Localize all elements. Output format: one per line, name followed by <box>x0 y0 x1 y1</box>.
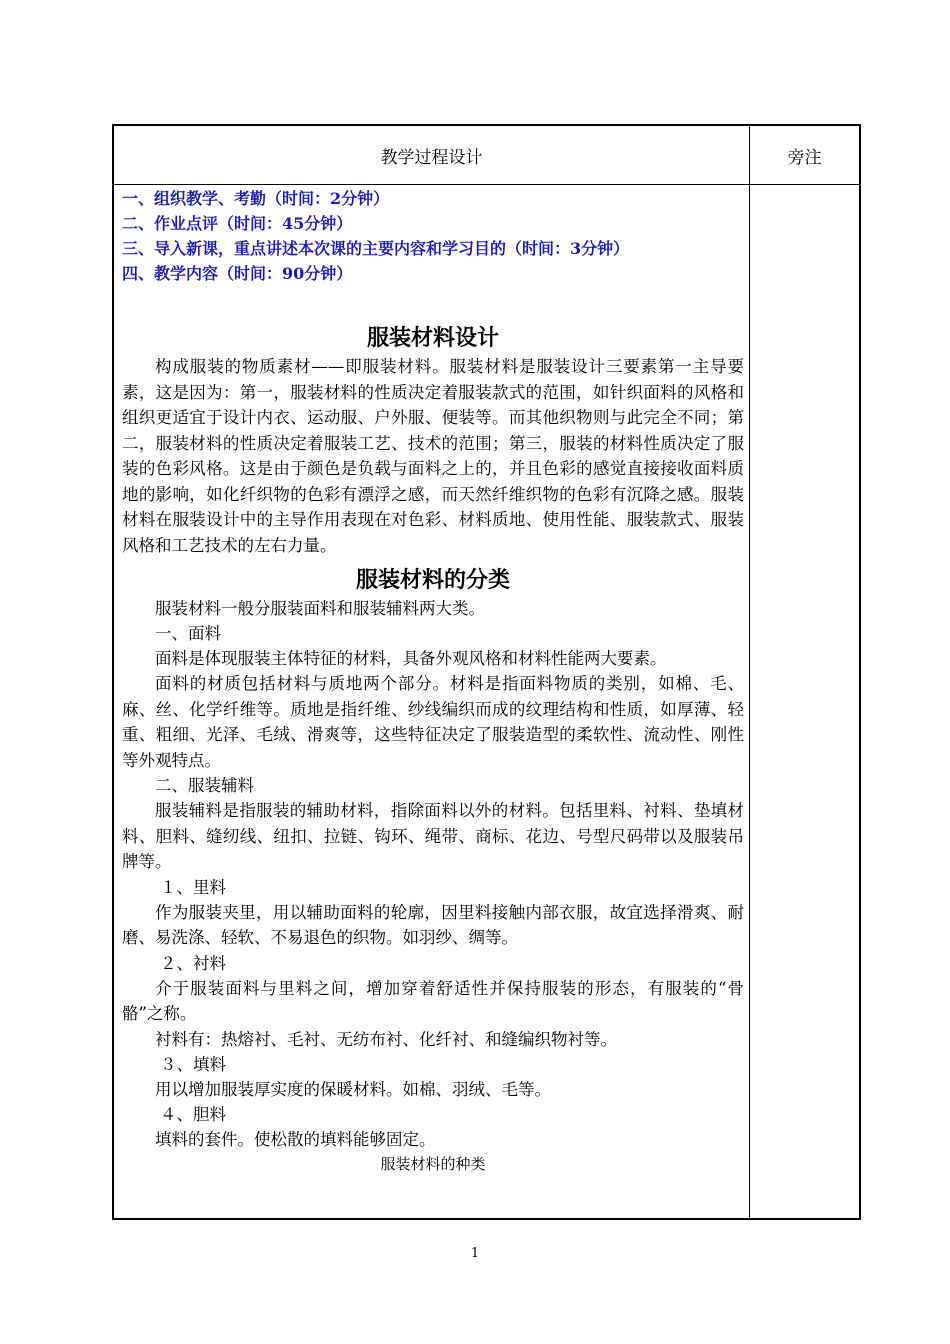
step-1: 一、组织教学、考勤（时间：2分钟） <box>122 189 390 208</box>
step-2: 二、作业点评（时间：45分钟） <box>122 214 353 233</box>
filling-heading: ３、填料 <box>159 1054 226 1074</box>
filling-paragraph: 用以增加服装厚实度的保暖材料。如棉、羽绒、毛等。 <box>155 1079 551 1099</box>
main-content <box>122 186 744 1176</box>
bladder-heading: ４、胆料 <box>159 1104 226 1124</box>
lining-paragraph: 作为服装夹里，用以辅助面料的轮廓，因里料接触内部衣服，故宜选择滑爽、耐磨、易洗涤、轻软、不易退色的织物。如羽纱、绸等。 <box>122 902 744 947</box>
step-4: 四、教学内容（时间：90分钟） <box>122 264 353 283</box>
interlining-paragraph-2: 衬料有：热熔衬、毛衬、无纺布衬、化纤衬、和缝编织物衬等。 <box>155 1029 617 1049</box>
step-3: 三、导入新课，重点讲述本次课的主要内容和学习目的（时间：3分钟） <box>122 239 630 258</box>
header-side-notes: 旁注 <box>787 147 822 168</box>
header-teaching-process: 教学过程设计 <box>380 147 483 168</box>
section-title-material-design: 服装材料设计 <box>366 325 499 351</box>
auxiliary-paragraph: 服装辅料是指服装的辅助材料，指除面料以外的材料。包括里料、衬料、垫填材料、胆料、缝纫线、纽扣、拉链、钩环、绳带、商标、花边、号型尺码带以及服装吊牌等。 <box>122 801 744 871</box>
header-divider <box>112 184 861 185</box>
page-number: 1 <box>470 1246 480 1261</box>
fabric-heading: 一、面料 <box>155 624 221 643</box>
figure-caption: 服装材料的种类 <box>380 1154 486 1173</box>
fabric-paragraph-2: 面料的材质包括材料与质地两个部分。材料是指面料物质的类别，如棉、毛、麻、丝、化学纤维等。质地是指纤维、纱线编织而成的纹理结构和性质，如厚薄、轻重、粗细、光泽、毛绒、滑爽等，这些特征决定了服装造型的柔软性、流动性、刚性等外观特点。 <box>122 674 744 770</box>
classification-intro: 服装材料一般分服装面料和服装辅料两大类。 <box>155 599 485 618</box>
interlining-heading: ２、衬料 <box>159 953 226 973</box>
bladder-paragraph: 填料的套件。使松散的填料能够固定。 <box>155 1129 436 1149</box>
material-design-paragraph: 构成服装的物质素材——即服装材料。服装材料是服装设计三要素第一主导要素，这是因为：第一，服装材料的性质决定着服装款式的范围，如针织面料的风格和组织更适宜于设计内衣、运动服、户外服、便装等。而其他织物则与此完全不同；第二，服装材料的性质决定着服装工艺、技术的范围；第三，服装的材料性质决定了服装的色彩风格。这是由于颜色是负载与面料之上的，并且色彩的感觉直接接收面料质地的影响，如化纤织物的色彩有漂浮之感，而天然纤维织物的色彩有沉降之感。服装材料在服装设计中的主导作用表现在对色彩、材料质地、使用性能、服装款式、服装风格和工艺技术的左右力量。 <box>122 357 744 555</box>
interlining-paragraph-1: 介于服装面料与里料之间，增加穿着舒适性并保持服装的形态，有服装的“骨骼”之称。 <box>122 978 744 1023</box>
fabric-paragraph-1: 面料是体现服装主体特征的材料，具备外观风格和材料性能两大要素。 <box>155 649 667 668</box>
auxiliary-heading: 二、服装辅料 <box>155 776 254 795</box>
column-divider <box>749 124 750 1220</box>
section-title-material-classification: 服装材料的分类 <box>355 567 510 593</box>
lining-heading: １、里料 <box>159 877 226 897</box>
